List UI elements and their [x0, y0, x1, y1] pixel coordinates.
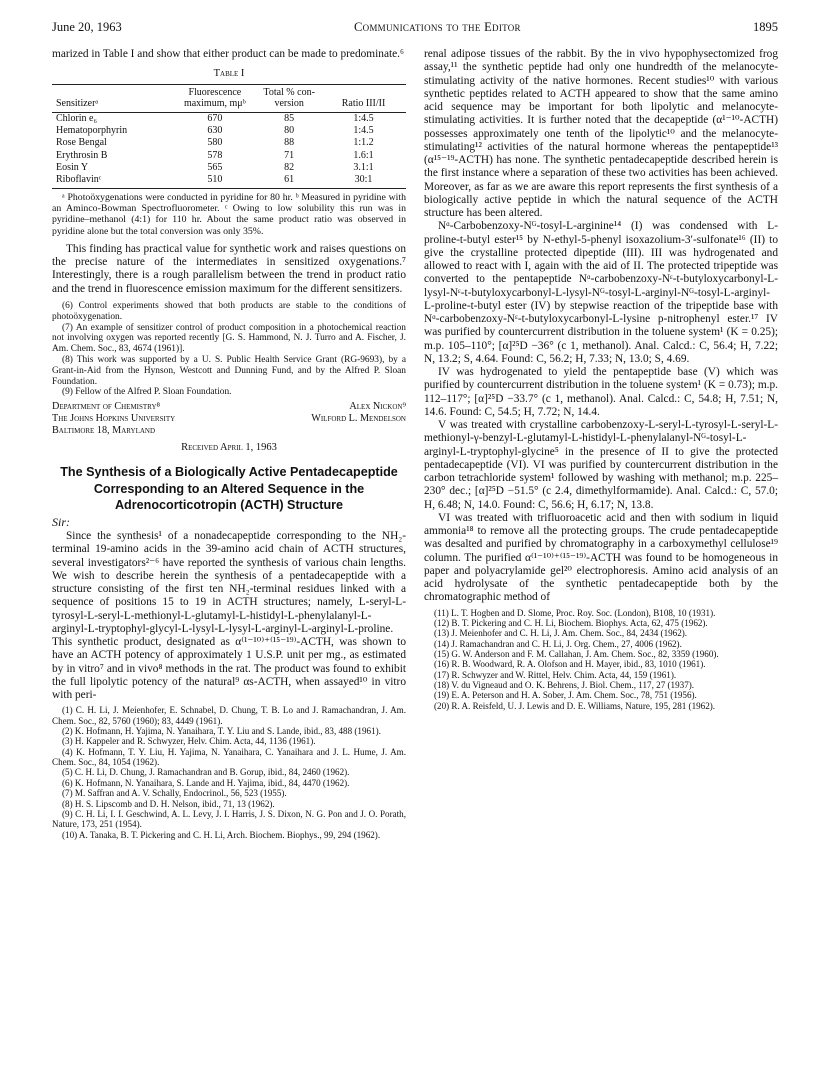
cell-conversion: 88 — [284, 137, 295, 149]
reference: (16) R. B. Woodward, R. A. Olofson and H. Mayer, ibid., 83, 1010 (1961). — [434, 659, 706, 670]
left-column — [52, 48, 406, 840]
cell-sensitizer: Hematoporphyrin — [56, 125, 128, 137]
footnote: (7) An example of sensitizer control of product composition in a photochemical reaction not involving oxygen was reported recently [G. S. Hammond, N. J. Turro and A. Fischer, J. Am. Chem. Soc., 83, 4674 (1961)]. — [52, 322, 406, 355]
reference: (20) R. A. Reisfeld, U. J. Lewis and D. E. Williams, Nature, 195, 281 (1962). — [434, 700, 716, 711]
col-header-sensitizer: Sensitizerᵃ — [52, 84, 172, 112]
table-row — [52, 137, 406, 149]
reference: (12) B. T. Pickering and C. H. Li, Biochem. Biophys. Acta, 62, 475 (1962). — [434, 617, 708, 628]
city: Baltimore 18, Maryland — [52, 425, 156, 437]
table-row — [52, 112, 406, 125]
salutation: Sir: — [52, 514, 70, 529]
department: Department of Chemistry⁸ — [52, 401, 161, 413]
cell-ratio: 3.1:1 — [353, 162, 374, 174]
reference: (17) R. Schwyzer and W. Rittel, Helv. Chim. Acta, 44, 159 (1961). — [434, 669, 677, 680]
page-number: 1895 — [753, 20, 778, 34]
reference: (3) H. Kappeler and R. Schwyzer, Helv. Chim. Acta, 44, 1136 (1961). — [62, 736, 316, 747]
table-row — [52, 174, 406, 188]
references — [424, 608, 778, 711]
cell-ratio: 1:4.5 — [353, 112, 374, 124]
references — [52, 705, 406, 839]
reference: (5) C. H. Li, D. Chung, J. Ramachandran and B. Gorup, ibid., 84, 2460 (1962). — [62, 767, 350, 778]
col-header-fluorescence: Fluorescence maximum, mμᵇ — [172, 84, 257, 112]
cell-ratio: 30:1 — [321, 174, 406, 188]
cell-fluorescence: 510 — [172, 174, 257, 188]
author-name: Alex Nickon⁹ — [349, 401, 406, 413]
cell-conversion: 71 — [284, 149, 295, 161]
university: The Johns Hopkins University — [52, 413, 176, 425]
cell-fluorescence: 630 — [207, 125, 223, 137]
cell-fluorescence: 670 — [207, 112, 223, 124]
table-title: Table I — [213, 68, 245, 80]
intro-text: marized in Table I and show that either product can be made to predominate.⁶ — [52, 48, 404, 60]
reference: (11) L. T. Hogben and D. Slome, Proc. Roy. Soc. (London), B108, 10 (1931). — [434, 607, 716, 618]
body-paragraph: This finding has practical value for synthetic work and raises questions on the precise nature of the intermediates in sensitized oxygenations.⁷ Interestingly, there is a rough parallelism between the trend in product ratio and the trend in fluorescence emission maximum for the different sensitizers. — [52, 242, 406, 295]
cell-fluorescence: 578 — [207, 149, 223, 161]
body-paragraph: IV was hydrogenated to yield the pentapeptide base (V) which was purified by countercurrent distribution in the toluene system¹ (K = 0.73); m.p. 112–117°; [α]²⁵D −33.7° (c 1, methanol). Anal. Calcd.: C, 54.8; H, 7.51; N, 14.6. Found: C, 54.5; H, 7.72; N, 14.4. — [424, 366, 778, 418]
article-title: The Synthesis of a Biologically Active Pentadecapeptide Corresponding to an Altered Sequence in the Adrenocorticotropin (ACTH) Structure — [60, 465, 398, 513]
reference: (15) G. W. Anderson and F. M. Callahan, J. Am. Chem. Soc., 82, 3359 (1960). — [434, 648, 719, 659]
footnotes — [52, 301, 406, 398]
body-paragraph: V was treated with crystalline carbobenzoxy-L-seryl-L-tyrosyl-L-seryl-L-methionyl-γ-benzyl-L-glutamyl-L-histidyl-L-phenylalanyl-Nᴳ-tosyl-L-arginyl-L-tryptophyl-glycine⁵ in the presence of II to give the protected pentadecapeptide (VI). VI was purified by countercurrent distribution in the carbon tetrachloride system¹ followed by washing with methanol; m.p. 225–230° dec.; [α]²⁵D −51.5° (c 2.4, dimethylformamide). Anal. Calcd.: C, 57.0; H, 6.48; N, 14.0. Found: C, 56.6; H, 6.17; N, 13.8. — [424, 419, 778, 511]
reference: (1) C. H. Li, J. Meienhofer, E. Schnabel, D. Chung, T. B. Lo and J. Ramachandran, J. Am. Chem. Soc., 82, 5760 (1960); 83, 4449 (1961). — [52, 705, 406, 726]
author-name: Wilford L. Mendelson — [311, 413, 406, 425]
header-section: Communications to the Editor — [353, 20, 521, 34]
cell-ratio: 1.6:1 — [353, 149, 374, 161]
reference: (6) K. Hofmann, N. Yanaihara, S. Lande and H. Yajima, ibid., 84, 4470 (1962). — [62, 777, 350, 788]
footnote: (6) Control experiments showed that both products are stable to the conditions of photoöxygenation. — [52, 300, 406, 322]
cell-conversion: 82 — [284, 162, 295, 174]
cell-sensitizer: Riboflavinᶜ — [52, 174, 172, 188]
table-header-row — [52, 84, 406, 112]
author-address — [52, 401, 406, 437]
reference: (19) E. A. Peterson and H. A. Sober, J. Am. Chem. Soc., 78, 751 (1956). — [434, 690, 697, 701]
cell-fluorescence: 580 — [207, 137, 223, 149]
reference: (14) J. Ramachandran and C. H. Li, J. Org. Chem., 27, 4006 (1962). — [434, 638, 682, 649]
body-paragraph: VI was treated with trifluoroacetic acid and then with sodium in liquid ammonia¹⁸ to remove all the protecting groups. The crude pentadecapeptide was desalted and purified by chromatography in a carboxymethyl cellulose¹⁹ column. The purified α⁽¹⁻¹⁰⁾⁺⁽¹⁵⁻¹⁹⁾-ACTH was found to be homogeneous in paper and polyacrylamide gel²⁰ electrophoresis. Amino acid analysis of an acid hydrolysate of the synthetic pentadecapeptide both by the chromatographic method of — [424, 511, 778, 604]
reference: (18) V. du Vigneaud and O. K. Behrens, J. Biol. Chem., 117, 27 (1937). — [434, 679, 695, 690]
body-paragraph: Nᵅ-Carbobenzoxy-Nᴳ-tosyl-L-arginine¹⁴ (I) was condensed with L-proline-t-butyl ester¹⁵ by N-ethyl-5-phenyl isoxazolium-3′-sulfonate¹⁶ (II) to give the crystalline protected dipeptide (III). III was hydrogenated and allowed to react with I, again with the aid of II. The protected tripeptide was converted to the pentapeptide Nᵅ-carbobenzoxy-Nᵋ-t-butyloxycarbonyl-L-lysyl-Nᵋ-t-butyloxycarbonyl-L-lysyl-Nᴳ-tosyl-L-arginyl-Nᴳ-tosyl-L-arginyl-L-proline-t-butyl ester (IV) by stepwise reaction of the tripeptide base with Nᵅ-carbobenzoxy-Nᵋ-t-butyloxycarbonyl-L-lysine p-nitrophenyl ester.¹⁷ IV was purified by countercurrent distribution in the toluene system¹ (K = 0.25); m.p. 105–110°; [α]²⁵D −36° (c 1, methanol). Anal. Calcd.: C, 56.4; H, 7.22; N, 13.2; S, 4.64. Found: C, 56.2; H, 7.33; N, 13.0; S, 4.69. — [424, 220, 778, 365]
right-column — [424, 48, 778, 711]
cell-ratio: 1:1.2 — [353, 137, 374, 149]
table-row — [52, 149, 406, 161]
body-paragraph: Since the synthesis¹ of a nonadecapeptide corresponding to the NH₂-terminal 19-amino acids in the 39-amino acid chain of ACTH structures, several investigators²⁻⁶ have reported the synthesis of various chain lengths. We wish to describe herein the synthesis of a pentadecapeptide with a structure consisting of the first ten NH₂-terminal residues linked with a sequence of positions 15 to 19 in ACTH structures; namely, L-seryl-L-tyrosyl-L-seryl-L-methionyl-L-glutamyl-L-histidyl-L-phenylalanyl-L-arginyl-L-tryptophyl-glycyl-L-lysyl-L-lysyl-L-arginyl-L-arginyl-L-proline. This synthetic product, designated as α⁽¹⁻¹⁰⁾⁺⁽¹⁵⁻¹⁹⁾-ACTH, was shown to have an ACTH potency of approximately 1 U.S.P. unit per mg., as estimated by in vitro⁷ and in vivo⁸ methods in the rat. The product was found to exhibit the full lipolytic potency of the natural⁹ αs-ACTH, when assayed¹⁰ in vitro with peri- — [52, 530, 406, 702]
sensitizer-table — [52, 84, 406, 189]
reference: (8) H. S. Lipscomb and D. H. Nelson, ibid., 71, 13 (1962). — [62, 798, 275, 809]
cell-sensitizer: Chlorin e₆ — [56, 112, 97, 124]
table-row — [52, 162, 406, 174]
table-footnotes: ᵃ Photoöxygenations were conducted in pyridine for 80 hr. ᵇ Measured in pyridine with an Aminco-Bowman Spectrofluorometer. ᶜ Owing to low solubility this run was in pyridine–methanol (4:1) for 110 hr. About the same product ratio was observed in pyridine alone but the total conversion was only 35%. — [52, 191, 406, 237]
reference: (13) J. Meienhofer and C. H. Li, J. Am. Chem. Soc., 84, 2434 (1962). — [434, 628, 688, 639]
footnote: (9) Fellow of the Alfred P. Sloan Foundation. — [62, 387, 232, 398]
col-header-ratio: Ratio III/II — [321, 84, 406, 112]
cell-sensitizer: Rose Bengal — [56, 137, 107, 149]
header-date: June 20, 1963 — [52, 20, 122, 34]
cell-conversion: 85 — [284, 112, 295, 124]
received-date: Received April 1, 1963 — [181, 442, 277, 454]
reference: (4) K. Hofmann, T. Y. Liu, H. Yajima, N. Yanaihara, C. Yanaihara and J. L. Hume, J. Am. Chem. Soc., 84, 1054 (1962). — [52, 746, 406, 768]
cell-conversion: 80 — [284, 125, 295, 137]
cell-sensitizer: Erythrosin B — [56, 149, 108, 161]
cell-sensitizer: Eosin Y — [56, 162, 89, 174]
reference: (9) C. H. Li, I. I. Geschwind, A. L. Levy, J. I. Harris, J. S. Dixon, N. G. Pon and J. O. Porath, Nature, 173, 251 (1954). — [52, 808, 406, 830]
cell-fluorescence: 565 — [207, 162, 223, 174]
table-row — [52, 125, 406, 137]
body-paragraph: renal adipose tissues of the rabbit. By the in vivo hypophysectomized frog assay,¹¹ the synthetic peptide had only one hundredth of the melanocyte-stimulating activity of the native hormones. Recent studies¹⁰ with various synthetic peptides related to ACTH appeared to show that the same amino acid sequence may be important for both lipolytic and melanocyte-stimulating activities. It is further noted that the decapeptide (α¹⁻¹⁰-ACTH) possesses approximately one tenth of the lipolytic¹⁰ and the melanocyte-stimulating¹² activities of the natural hormone whereas the pentapeptide¹³ (α¹⁵⁻¹⁹-ACTH) has none. The synthetic pentadecapeptide described herein is the first instance where a separation of these two activities has been achieved. Moreover, as far as we are aware this report represents the first synthesis of a biologically active peptide in which the natural sequence of the ACTH structure has been altered. — [424, 48, 778, 219]
col-header-conversion: Total % con- version — [257, 84, 321, 112]
reference: (7) M. Saffran and A. V. Schally, Endocrinol., 56, 523 (1955). — [62, 788, 287, 799]
cell-conversion: 61 — [257, 174, 321, 188]
reference: (10) A. Tanaka, B. T. Pickering and C. H. Li, Arch. Biochem. Biophys., 99, 294 (1962). — [62, 829, 381, 840]
cell-ratio: 1:4.5 — [353, 125, 374, 137]
reference: (2) K. Hofmann, H. Yajima, N. Yanaihara, T. Y. Liu and S. Lande, ibid., 83, 488 (1961). — [62, 726, 381, 737]
running-header — [52, 20, 778, 38]
footnote: (8) This work was supported by a U. S. Public Health Service Grant (RG-9693), by a Grant-in-Aid from the Hynson, Westcott and Dunning Fund, and by the Alfred P. Sloan Foundation. — [52, 354, 406, 387]
